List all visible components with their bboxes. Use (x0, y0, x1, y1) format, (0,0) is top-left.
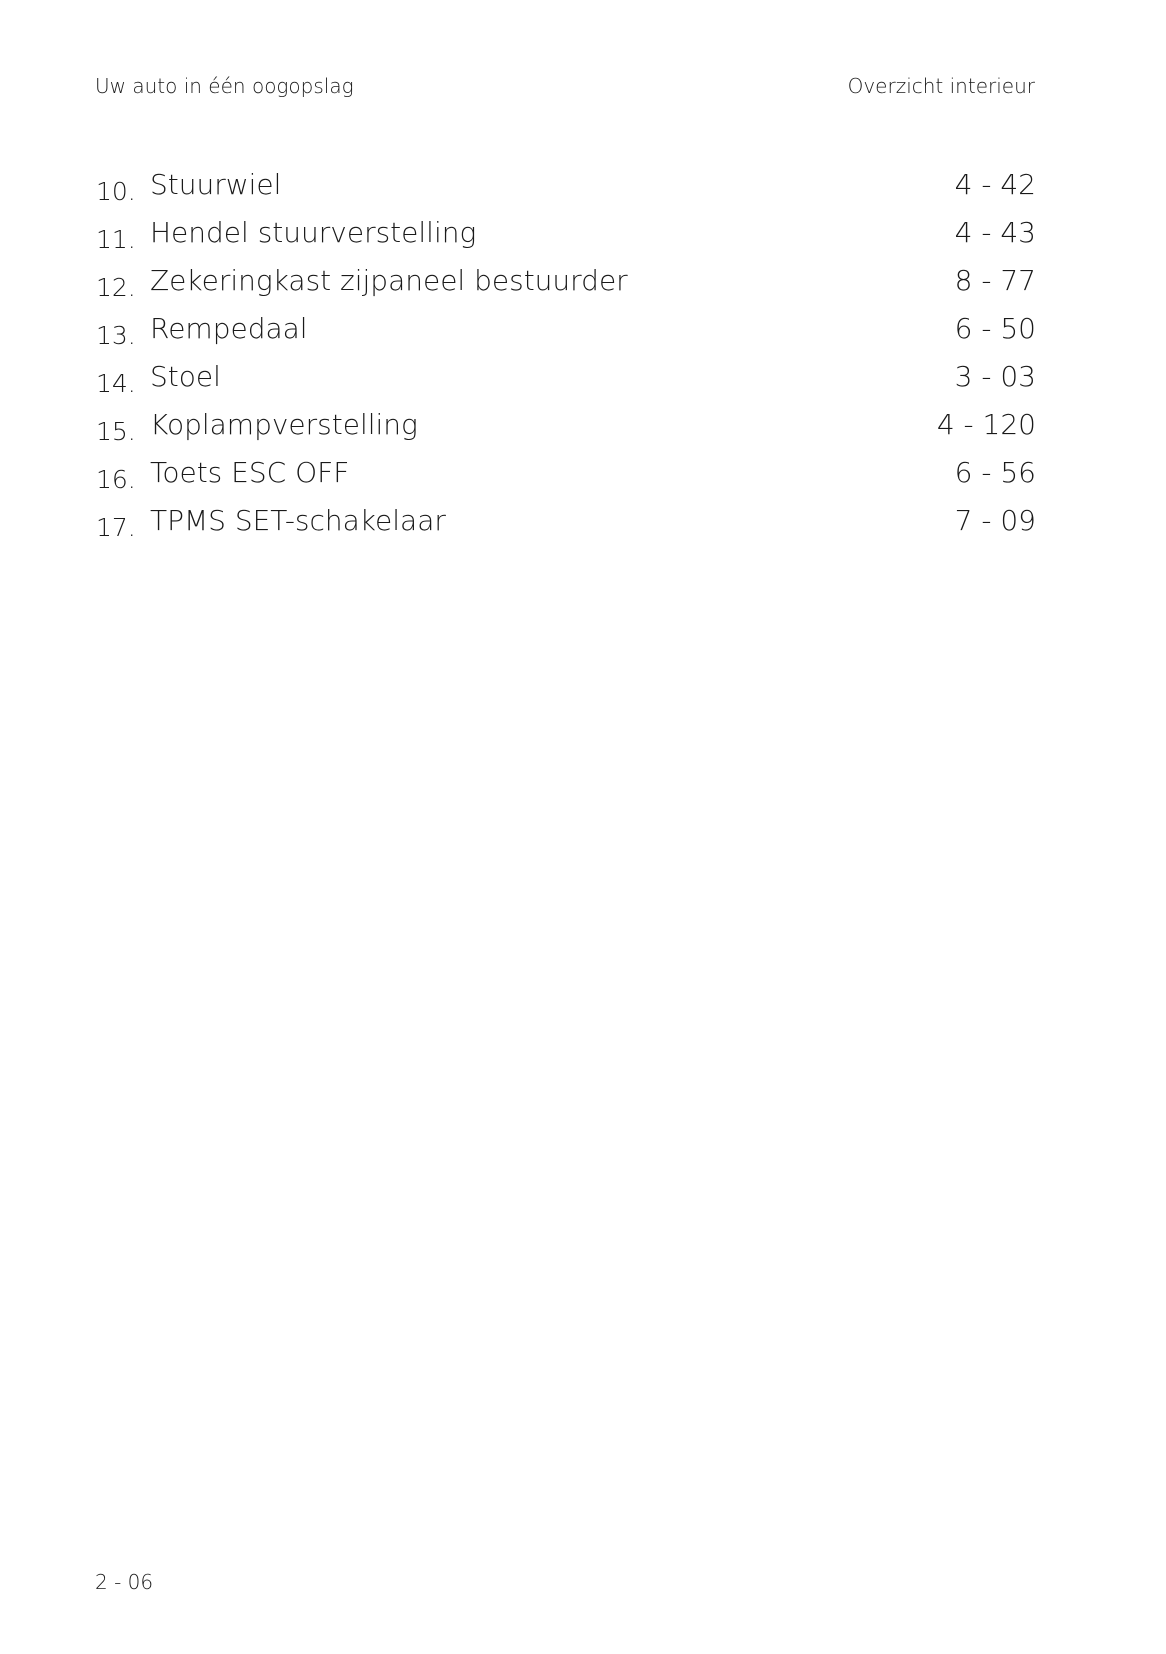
item-label: Hendel stuurverstelling (150, 216, 477, 249)
item-page-reference: 3 - 03 (954, 360, 1036, 393)
item-page-reference: 4 - 42 (954, 168, 1036, 201)
item-label: Koplampverstelling (150, 408, 418, 441)
item-number: 11. (96, 225, 136, 254)
interior-overview-list (96, 163, 1036, 547)
item-label: Toets ESC OFF (150, 456, 350, 489)
list-item (96, 499, 1036, 547)
item-number: 14. (96, 369, 136, 398)
item-label: TPMS SET-schakelaar (150, 504, 446, 537)
list-item (96, 163, 1036, 211)
item-page-reference: 7 - 09 (954, 504, 1036, 537)
running-header-right: Overzicht interieur (847, 74, 1035, 98)
list-item (96, 259, 1036, 307)
item-label: Stoel (150, 360, 221, 393)
running-header-left: Uw auto in één oogopslag (95, 74, 354, 98)
list-item (96, 211, 1036, 259)
item-label: Zekeringkast zijpaneel bestuurder (150, 264, 628, 297)
item-page-reference: 6 - 56 (954, 456, 1036, 489)
list-item (96, 451, 1036, 499)
item-number: 17. (96, 513, 136, 542)
item-page-reference: 8 - 77 (954, 264, 1036, 297)
item-page-reference: 6 - 50 (954, 312, 1036, 345)
item-label: Stuurwiel (150, 168, 282, 201)
item-number: 13. (96, 321, 136, 350)
list-item (96, 403, 1036, 451)
page-number: 2 - 06 (95, 1570, 154, 1594)
item-label: Rempedaal (150, 312, 308, 345)
item-number: 10. (96, 177, 136, 206)
list-item (96, 307, 1036, 355)
list-item (96, 355, 1036, 403)
item-number: 12. (96, 273, 136, 302)
item-number: 15. (96, 417, 136, 446)
item-number: 16. (96, 465, 136, 494)
item-page-reference: 4 - 43 (954, 216, 1036, 249)
item-page-reference: 4 - 120 (936, 408, 1036, 441)
